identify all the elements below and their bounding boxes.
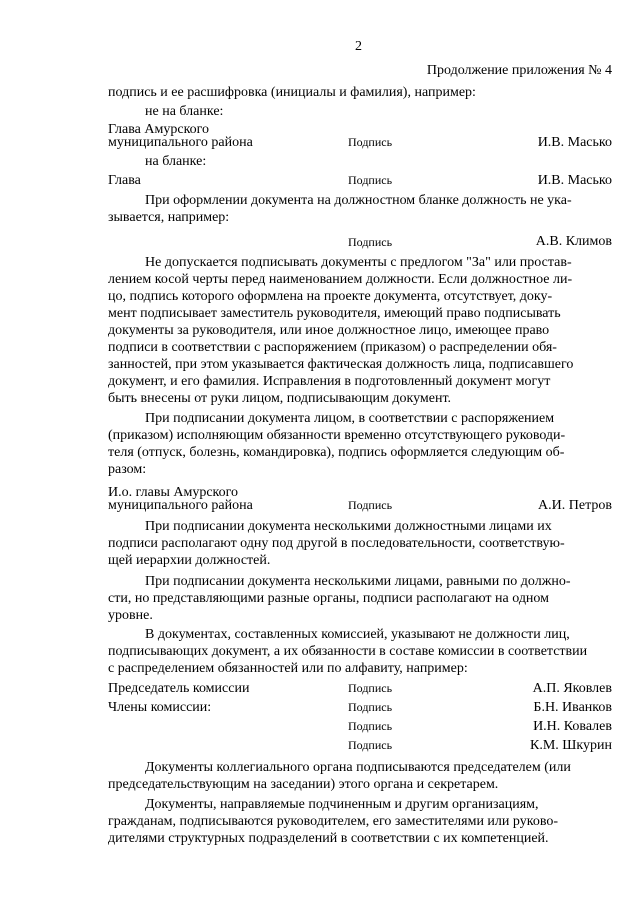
signatory-name: А.И. Петров [538, 498, 612, 513]
paragraph-equal-signatories: При подписании документа несколькими лицами, равными по должно- сти, но представляющими разные органы, подписи располагают на одном уровне. [108, 574, 571, 623]
page-number: 2 [355, 39, 362, 54]
paragraph-no-za: Не допускается подписывать документы с предлогом "За" или простав- лением косой черты перед наименованием должности. Если должностное ли- цо, подпись которого оформлена на проекте документа, отсутствует, доку- мент подписывает заместитель руководителя, имеющий право подписывать документы за руководителя, или иное должностное лицо, имеющее право подписи в соответствии с распоряжением (приказом) о распределении обя- занностей, при этом указывается фактическая должность лица, подписавшего документ, и его фамилия. Исправления в подготовленный документ могут быть внесены от руки лицом, подписывающим документ. [108, 255, 574, 406]
signatory-name: А.В. Климов [535, 234, 612, 249]
intro-line: подпись и ее расшифровка (инициалы и фамилия), например: [108, 85, 476, 100]
signature-position-line1: И.о. главы Амурского [108, 485, 239, 500]
signatory-name: И.Н. Ковалев [533, 719, 612, 734]
signature-placeholder: Подпись [348, 681, 393, 695]
paragraph-commission: В документах, составленных комиссией, указывают не должности лиц, подписывающих документ, а их обязанности в составе комиссии в соответствии с распределением обязанностей или по алфавиту, например: [108, 627, 588, 676]
signatory-name: И.В. Масько [537, 173, 612, 188]
paragraph-several-officials: При подписании документа несколькими должностными лицами их подписи располагают одну под другой в последовательности, соответствую- щей иерархии должностей. [108, 519, 565, 568]
signature-position-line1: Глава Амурского [108, 122, 210, 137]
example-label-blank: на бланке: [145, 154, 207, 169]
signature-placeholder: Подпись [348, 700, 393, 714]
paragraph-official-blank: При оформлении документа на должностном бланке должность не ука- зывается, например: [108, 193, 572, 225]
signature-position-line2: муниципального района [108, 498, 253, 513]
paragraph-acting: При подписании документа лицом, в соответствии с распоряжением (приказом) исполняющим обязанности временно отсутствующего руководи- теля (отпуск, болезнь, командировка), подпись оформляется следующим об- разом: [108, 411, 566, 477]
continuation-note: Продолжение приложения № 4 [426, 63, 612, 78]
signature-position-line2: муниципального района [108, 135, 253, 150]
signatory-name: Б.Н. Иванков [533, 700, 612, 715]
paragraph-collegial: Документы коллегиального органа подписываются председателем (или председательствующим на заседании) этого органа и секретарем. [108, 760, 571, 792]
signature-position: Глава [108, 173, 141, 188]
example-label-no-blank: не на бланке: [145, 104, 224, 119]
signatory-name: К.М. Шкурин [530, 738, 612, 753]
signature-placeholder: Подпись [348, 738, 393, 752]
signatory-name: И.В. Масько [537, 135, 612, 150]
signature-placeholder: Подпись [348, 719, 393, 733]
signatory-name: А.П. Яковлев [532, 681, 612, 696]
paragraph-subordinate: Документы, направляемые подчиненным и другим организациям, гражданам, подписываются руководителем, его заместителями или руково- дителями структурных подразделений в соответствии с их компетенцией. [108, 797, 558, 846]
signature-placeholder: Подпись [348, 135, 393, 149]
signature-placeholder: Подпись [348, 235, 393, 249]
signature-placeholder: Подпись [348, 173, 393, 187]
commission-members-label: Члены комиссии: [108, 700, 212, 715]
signature-placeholder: Подпись [348, 498, 393, 512]
commission-chair-label: Председатель комиссии [108, 681, 250, 696]
